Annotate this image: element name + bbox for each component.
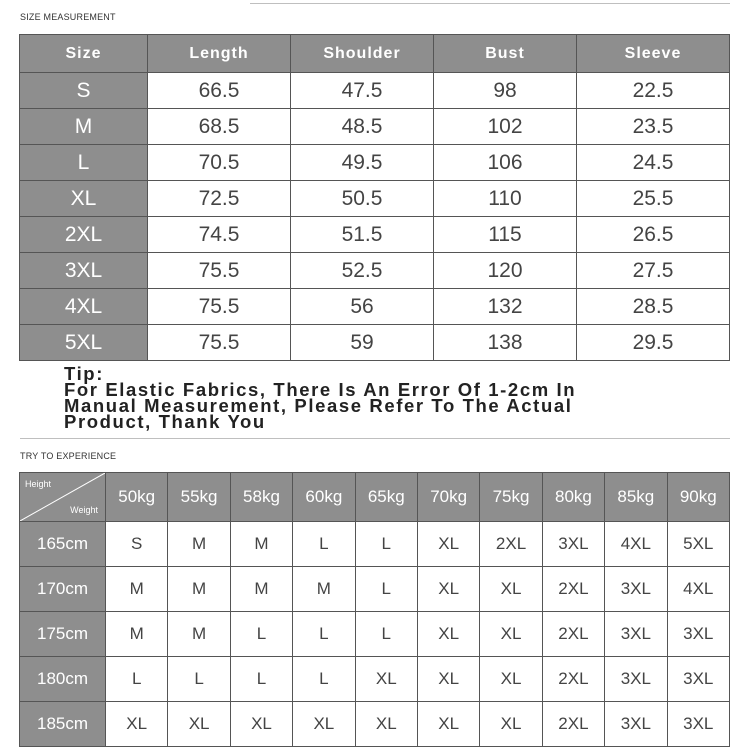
height-label-cell: 170cm — [20, 567, 106, 612]
corner-weight-label: Weight — [70, 505, 98, 515]
header-length: Length — [148, 35, 291, 73]
weight-header: 85kg — [605, 473, 667, 522]
measurement-cell: 50.5 — [291, 181, 434, 217]
measurement-cell: 120 — [434, 253, 577, 289]
recommended-size-cell: L — [293, 612, 355, 657]
size-label-cell: M — [20, 109, 148, 145]
height-row — [20, 612, 730, 657]
header-sleeve: Sleeve — [577, 35, 730, 73]
recommended-size-cell: 3XL — [605, 567, 667, 612]
recommended-size-cell: XL — [106, 702, 168, 747]
measurement-cell: 132 — [434, 289, 577, 325]
top-divider — [250, 3, 730, 4]
height-row — [20, 522, 730, 567]
recommended-size-cell: XL — [417, 657, 479, 702]
weight-header: 50kg — [106, 473, 168, 522]
recommended-size-cell: S — [106, 522, 168, 567]
recommended-size-cell: 3XL — [542, 522, 604, 567]
measurement-cell: 52.5 — [291, 253, 434, 289]
measurement-cell: 115 — [434, 217, 577, 253]
weight-header: 90kg — [667, 473, 729, 522]
size-row — [20, 73, 730, 109]
height-row — [20, 657, 730, 702]
size-row — [20, 289, 730, 325]
recommended-size-cell: M — [106, 612, 168, 657]
recommended-size-cell: 3XL — [667, 612, 729, 657]
size-row — [20, 181, 730, 217]
recommended-size-cell: XL — [417, 522, 479, 567]
weight-header: 80kg — [542, 473, 604, 522]
height-row — [20, 567, 730, 612]
measurement-cell: 27.5 — [577, 253, 730, 289]
size-label-cell: XL — [20, 181, 148, 217]
size-row — [20, 145, 730, 181]
recommended-size-cell: XL — [480, 612, 542, 657]
middle-divider — [20, 438, 730, 439]
recommended-size-cell: L — [355, 567, 417, 612]
recommended-size-cell: 4XL — [667, 567, 729, 612]
recommended-size-cell: 3XL — [605, 657, 667, 702]
height-row — [20, 702, 730, 747]
weight-header: 55kg — [168, 473, 230, 522]
size-measurement-table — [19, 34, 730, 361]
corner-height-label: Height — [25, 479, 52, 489]
measurement-cell: 110 — [434, 181, 577, 217]
measurement-cell: 49.5 — [291, 145, 434, 181]
recommended-size-cell: M — [168, 612, 230, 657]
recommended-size-cell: L — [355, 522, 417, 567]
height-label-cell: 185cm — [20, 702, 106, 747]
height-label-cell: 180cm — [20, 657, 106, 702]
measurement-cell: 75.5 — [148, 289, 291, 325]
height-label-cell: 175cm — [20, 612, 106, 657]
recommended-size-cell: L — [230, 612, 292, 657]
measurement-cell: 29.5 — [577, 325, 730, 361]
height-label-cell: 165cm — [20, 522, 106, 567]
recommended-size-cell: 2XL — [542, 702, 604, 747]
weight-header: 65kg — [355, 473, 417, 522]
header-size: Size — [20, 35, 148, 73]
recommended-size-cell: L — [106, 657, 168, 702]
measurement-cell: 138 — [434, 325, 577, 361]
recommended-size-cell: XL — [417, 612, 479, 657]
size-row — [20, 325, 730, 361]
size-row — [20, 109, 730, 145]
header-bust: Bust — [434, 35, 577, 73]
size-label-cell: S — [20, 73, 148, 109]
recommended-size-cell: L — [168, 657, 230, 702]
size-table-body — [20, 73, 730, 361]
size-row — [20, 217, 730, 253]
tip-line-2: Manual Measurement, Please Refer To The Actual — [64, 395, 573, 416]
corner-cell — [20, 473, 106, 522]
measurement-cell: 102 — [434, 109, 577, 145]
tip-note — [64, 363, 577, 432]
recommended-size-cell: L — [355, 612, 417, 657]
measurement-cell: 72.5 — [148, 181, 291, 217]
measurement-cell: 74.5 — [148, 217, 291, 253]
size-label-cell: 4XL — [20, 289, 148, 325]
recommended-size-cell: M — [293, 567, 355, 612]
measurement-cell: 22.5 — [577, 73, 730, 109]
measurement-cell: 70.5 — [148, 145, 291, 181]
recommended-size-cell: 2XL — [542, 567, 604, 612]
recommended-size-cell: 2XL — [480, 522, 542, 567]
recommended-size-cell: M — [106, 567, 168, 612]
recommended-size-cell: XL — [168, 702, 230, 747]
size-label-cell: 3XL — [20, 253, 148, 289]
measurement-cell: 59 — [291, 325, 434, 361]
weight-header: 58kg — [230, 473, 292, 522]
recommended-size-cell: 2XL — [542, 612, 604, 657]
exp-table-body — [20, 522, 730, 747]
weight-header: 60kg — [293, 473, 355, 522]
measurement-cell: 47.5 — [291, 73, 434, 109]
measurement-cell: 66.5 — [148, 73, 291, 109]
recommended-size-cell: 3XL — [667, 657, 729, 702]
recommended-size-cell: XL — [355, 657, 417, 702]
recommended-size-cell: XL — [480, 567, 542, 612]
measurement-cell: 23.5 — [577, 109, 730, 145]
size-row — [20, 253, 730, 289]
measurement-cell: 28.5 — [577, 289, 730, 325]
header-shoulder: Shoulder — [291, 35, 434, 73]
recommended-size-cell: XL — [293, 702, 355, 747]
size-label-cell: 5XL — [20, 325, 148, 361]
size-table-header-row — [20, 35, 730, 73]
weight-header: 70kg — [417, 473, 479, 522]
tip-line-3: Product, Thank You — [64, 411, 266, 432]
recommended-size-cell: XL — [230, 702, 292, 747]
tip-title: Tip: — [64, 363, 104, 384]
measurement-cell: 68.5 — [148, 109, 291, 145]
recommended-size-cell: 5XL — [667, 522, 729, 567]
measurement-cell: 98 — [434, 73, 577, 109]
recommended-size-cell: L — [293, 657, 355, 702]
weight-header: 75kg — [480, 473, 542, 522]
measurement-cell: 24.5 — [577, 145, 730, 181]
recommended-size-cell: M — [168, 522, 230, 567]
recommended-size-cell: 3XL — [667, 702, 729, 747]
exp-table-header-row — [20, 473, 730, 522]
measurement-cell: 25.5 — [577, 181, 730, 217]
tip-line-1: For Elastic Fabrics, There Is An Error Of 1-2cm In — [64, 379, 577, 400]
recommended-size-cell: L — [230, 657, 292, 702]
measurement-cell: 75.5 — [148, 253, 291, 289]
measurement-cell: 26.5 — [577, 217, 730, 253]
try-to-experience-label: TRY TO EXPERIENCE — [20, 451, 117, 461]
recommended-size-cell: 3XL — [605, 612, 667, 657]
measurement-cell: 51.5 — [291, 217, 434, 253]
recommended-size-cell: XL — [355, 702, 417, 747]
measurement-cell: 56 — [291, 289, 434, 325]
recommended-size-cell: M — [230, 522, 292, 567]
size-label-cell: 2XL — [20, 217, 148, 253]
recommended-size-cell: XL — [417, 567, 479, 612]
recommended-size-cell: M — [230, 567, 292, 612]
measurement-cell: 106 — [434, 145, 577, 181]
measurement-cell: 48.5 — [291, 109, 434, 145]
recommended-size-cell: XL — [417, 702, 479, 747]
recommended-size-cell: L — [293, 522, 355, 567]
recommended-size-cell: 4XL — [605, 522, 667, 567]
size-recommendation-table — [19, 472, 730, 747]
measurement-cell: 75.5 — [148, 325, 291, 361]
recommended-size-cell: M — [168, 567, 230, 612]
size-label-cell: L — [20, 145, 148, 181]
size-measurement-label: SIZE MEASUREMENT — [20, 12, 116, 22]
recommended-size-cell: XL — [480, 657, 542, 702]
recommended-size-cell: XL — [480, 702, 542, 747]
recommended-size-cell: 3XL — [605, 702, 667, 747]
recommended-size-cell: 2XL — [542, 657, 604, 702]
